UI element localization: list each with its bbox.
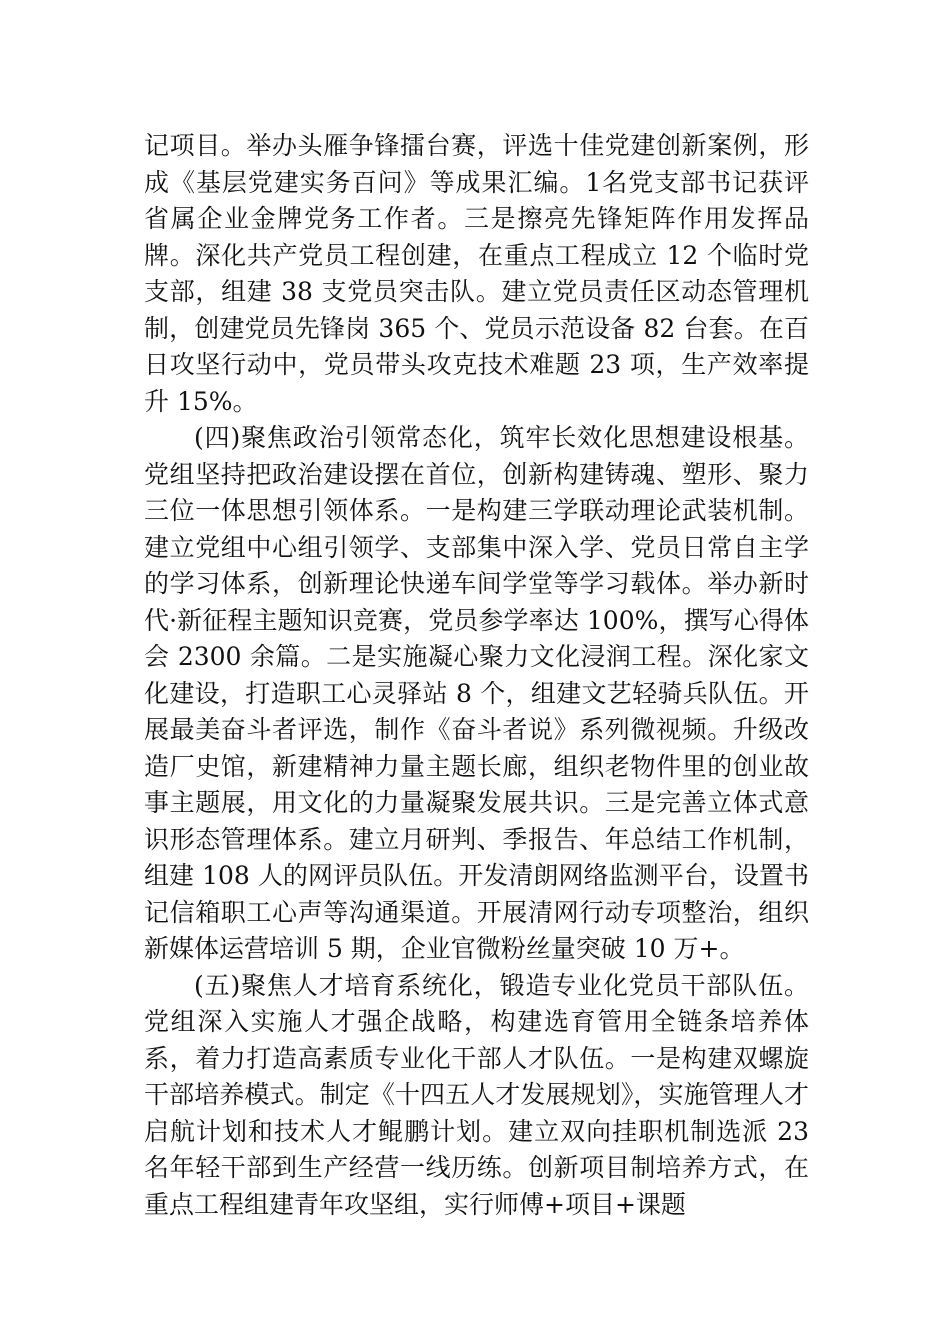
paragraph-section-five: (五)聚焦人才培育系统化，锻造专业化党员干部队伍。党组深入实施人才强企战略，构建选育管用全链条培养体系，着力打造高素质专业化干部人才队伍。一是构建双螺旋干部培养模式。制定《十四五人才发展规划》，实施管理人才启航计划和技术人才鲲鹏计划。建立双向挂职机制选派 23 名年轻干部到生产经营一线历练。创新项目制培养方式，在重点工程组建青年攻坚组，实行师傅+项目+课题 — [144, 970, 809, 1219]
paragraph-continued: 记项目。举办头雁争锋擂台赛，评选十佳党建创新案例，形成《基层党建实务百问》等成果汇编。1名党支部书记获评省属企业金牌党务工作者。三是擦亮先锋矩阵作用发挥品牌。深化共产党员工程创建，在重点工程成立 12 个临时党支部，组建 38 支党员突击队。建立党员责任区动态管理机制，创建党员先锋岗 365 个、党员示范设备 82 台套。在百日攻坚行动中，党员带头攻克技术难题 23 项，生产效率提升 15%。 — [144, 131, 809, 416]
paragraph-section-four: (四)聚焦政治引领常态化，筑牢长效化思想建设根基。党组坚持把政治建设摆在首位，创新构建铸魂、塑形、聚力三位一体思想引领体系。一是构建三学联动理论武装机制。建立党组中心组引领学、支部集中深入学、党员日常自主学的学习体系，创新理论快递车间学堂等学习载体。举办新时代·新征程主题知识竞赛，党员参学率达 100%，撰写心得体会 2300 余篇。二是实施凝心聚力文化浸润工程。深化家文化建设，打造职工心灵驿站 8 个，组建文艺轻骑兵队伍。开展最美奋斗者评选，制作《奋斗者说》系列微视频。升级改造厂史馆，新建精神力量主题长廊，组织老物件里的创业故事主题展，用文化的力量凝聚发展共识。三是完善立体式意识形态管理体系。建立月研判、季报告、年总结工作机制，组建 108 人的网评员队伍。开发清朗网络监测平台，设置书记信箱职工心声等沟通渠道。开展清网行动专项整治，组织新媒体运营培训 5 期，企业官微粉丝量突破 10 万+。 — [144, 423, 809, 963]
document-body — [144, 128, 809, 1223]
